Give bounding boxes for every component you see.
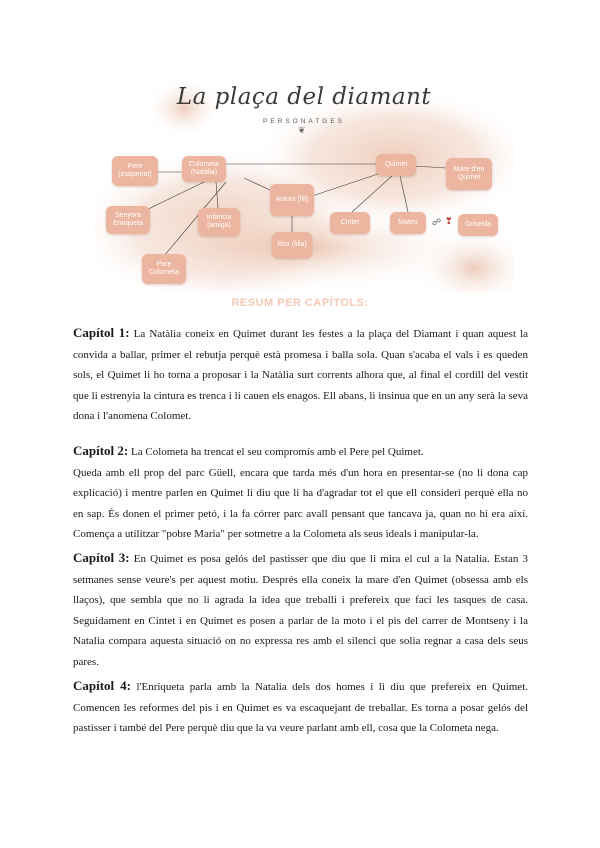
node-infantesa: Infància (amiga) (198, 208, 240, 236)
node-cintet: Cintet (330, 212, 370, 234)
chapter-text: l'Enriqueta parla amb la Natalia dels dos homes i li diu que prefereix en Quimet. Comencen les reformes del pis i en Quimet es va escaquejant de treballar. Es torna a posar gelós del pastisser i també del Pere perquè diu que la va veure parlant amb ell, cosa que la Colometa nega. (73, 681, 528, 735)
node-pare: Pare Colometa (142, 254, 186, 284)
chapter-label: Capítol 1: (73, 325, 130, 340)
ornament-icon: ❦ (298, 126, 306, 136)
node-colometa: Colometa (Natàlia) (182, 156, 226, 182)
diagram-subtitle: PERSONATGES (262, 118, 345, 125)
node-pere: Pere (esquenat) (112, 156, 158, 186)
chapter-text: En Quimet es posa gelós del pastisser que diu que li mira el cul a la Natalia. Estan 3 setmanes sense veure's per aquest motiu. Després ella coneix la mare d'en Quimet (obsessa amb els llaços), que sembla que no li agrada la idea que treballi i prefereix que faci les tasques de casa. Seguidament en Cintet i en Quimet es posen a parlar de la moto i el pis del carrer de Montseny i la Natalia compara aquesta situació on no expressa res amb el silenci que solia regnar a casa dels seus pares. (73, 553, 529, 668)
character-diagram (94, 78, 514, 292)
node-senyora-enriqueta: Senyora Enriqueta (106, 206, 150, 234)
chapter-4 (73, 676, 528, 739)
chapter-label: Capítol 4: (73, 678, 131, 693)
chapter-3 (73, 548, 528, 673)
node-quimet: Quimet (376, 154, 416, 176)
chapter-text: La Colometa ha trencat el seu compromís amb el Pere pel Quimet. (131, 446, 424, 458)
link-icon: ☍ (432, 218, 442, 228)
chapter-1 (73, 323, 528, 427)
heart-icon: ❣ (445, 217, 453, 227)
node-griselda: Griselda (458, 214, 498, 236)
node-antoni: Antoni (fill) (270, 184, 314, 216)
diagram-title: La plaça del diamant (176, 84, 432, 110)
chapter-2 (73, 441, 528, 545)
node-mare-quimet: Mare d'en Quimet (446, 158, 492, 190)
chapter-label: Capítol 3: (73, 550, 130, 565)
node-mateu: Mateu (390, 212, 426, 234)
chapter-text: La Natàlia coneix en Quimet durant les festes a la plaça del Diamant i quan aquest la convida a ballar, primer el rebutja perquè està promesa i balla sola. Quan s'acaba el vals i es queden sols, el Quimet li ho torna a proposar i la Natàlia surt corrents alhora que, al final el cordill del vestit que li estrenyia la cintura es trenca i li cauen els enagos. Ell abans, li insinua que en un any serà la seva dona i l'anomena Colomet. (73, 328, 529, 423)
chapter-label: Capítol 2: (73, 443, 129, 458)
chapter-text-continued: Queda amb ell prop del parc Güell, encara que tarda més d'un hora en presentar-se (no li dona cap explicació) i mentre parlen en Quimet li diu que li ha d'agradar tot el que ell consideri perquè ella no en sap. És donen el primer petó, i la fa córrer parc avall pensant que tancava ja, quan no hi era així. Comença a utilitzar "pobre Maria" per sotmetre a la Colometa als seus ideals i manipular-la. (73, 466, 528, 541)
node-rita: Rita (filla) (272, 232, 312, 258)
summary-heading: RESUM PER CAPÍTOLS: (231, 297, 369, 309)
